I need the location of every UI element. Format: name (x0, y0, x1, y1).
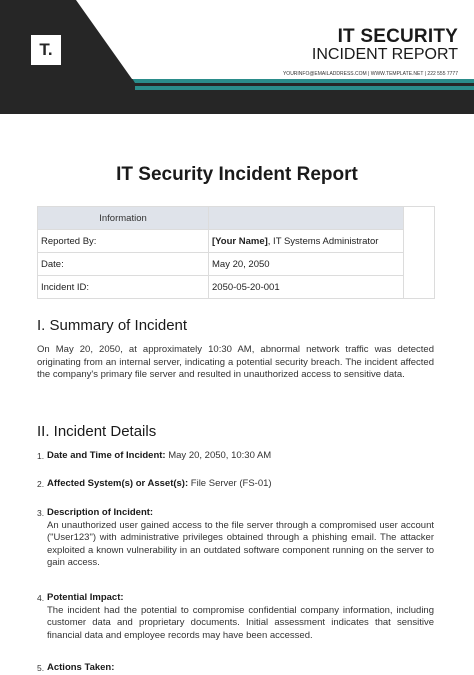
table-row (38, 230, 435, 253)
item-number: 5. (37, 663, 45, 673)
row-value-bold: [Your Name] (212, 235, 268, 247)
item-label: Affected System(s) or Asset(s): (47, 478, 189, 489)
table-row (38, 253, 435, 276)
item-number: 4. (37, 593, 45, 603)
item-text: May 20, 2050, 10:30 AM (165, 450, 272, 461)
item-label: Description of Incident: (47, 507, 154, 518)
row-value: May 20, 2050 (209, 253, 404, 276)
item-text: An unauthorized user gained access to the file server through a compromised user account ("User123") with administrative privileges obtained through a phishing email. The attacker exploited a known vulnerability in an outdated software component running on the server to gain access. (47, 519, 434, 569)
list-item (37, 592, 434, 642)
table-row (38, 276, 435, 299)
section2-heading: II. Incident Details (37, 423, 157, 440)
item-number: 2. (37, 479, 45, 489)
row-label: Date: (38, 253, 209, 276)
company-logo: T. (31, 35, 61, 65)
header-contact: YOURINFO@EMAILADDRESS.COM | WWW.TEMPLATE.NET | 222 555 7777 (282, 71, 458, 77)
info-table-header: Information (38, 207, 209, 230)
list-item (37, 507, 434, 570)
item-text: File Server (FS-01) (188, 478, 272, 489)
info-table (37, 206, 435, 299)
row-label: Reported By: (38, 230, 209, 253)
header-banner (0, 0, 474, 114)
row-value: 2050-05-20-001 (209, 276, 404, 299)
info-table-header-empty (209, 207, 404, 230)
section1-heading: I. Summary of Incident (37, 317, 188, 334)
row-label: Incident ID: (38, 276, 209, 299)
header-title-line2: INCIDENT REPORT (311, 46, 458, 63)
info-table-header-row (38, 207, 435, 230)
row-value-text: , IT Systems Administrator (267, 235, 379, 247)
list-item (37, 450, 434, 463)
document-title: IT Security Incident Report (116, 164, 358, 185)
section1-text: On May 20, 2050, at approximately 10:30 AM, abnormal network traffic was detected originating from an internal server, indicating a potential security breach. The incident affected the company's primary file server and resulted in unauthorized access to sensitive data. (37, 344, 434, 381)
item-label: Actions Taken: (47, 662, 115, 673)
item-number: 1. (37, 451, 45, 461)
item-text: The incident had the potential to compromise confidential company information, including customer data and proprietary documents. Initial assessment indicates that sensitive financial data and employee records may have been accessed. (47, 604, 434, 641)
item-label: Potential Impact: (47, 592, 124, 603)
header-title-line1: IT SECURITY (337, 26, 458, 47)
list-item (37, 478, 434, 491)
item-label: Date and Time of Incident: (47, 450, 166, 461)
list-item (37, 662, 434, 675)
item-number: 3. (37, 508, 45, 518)
row-value (209, 230, 404, 253)
